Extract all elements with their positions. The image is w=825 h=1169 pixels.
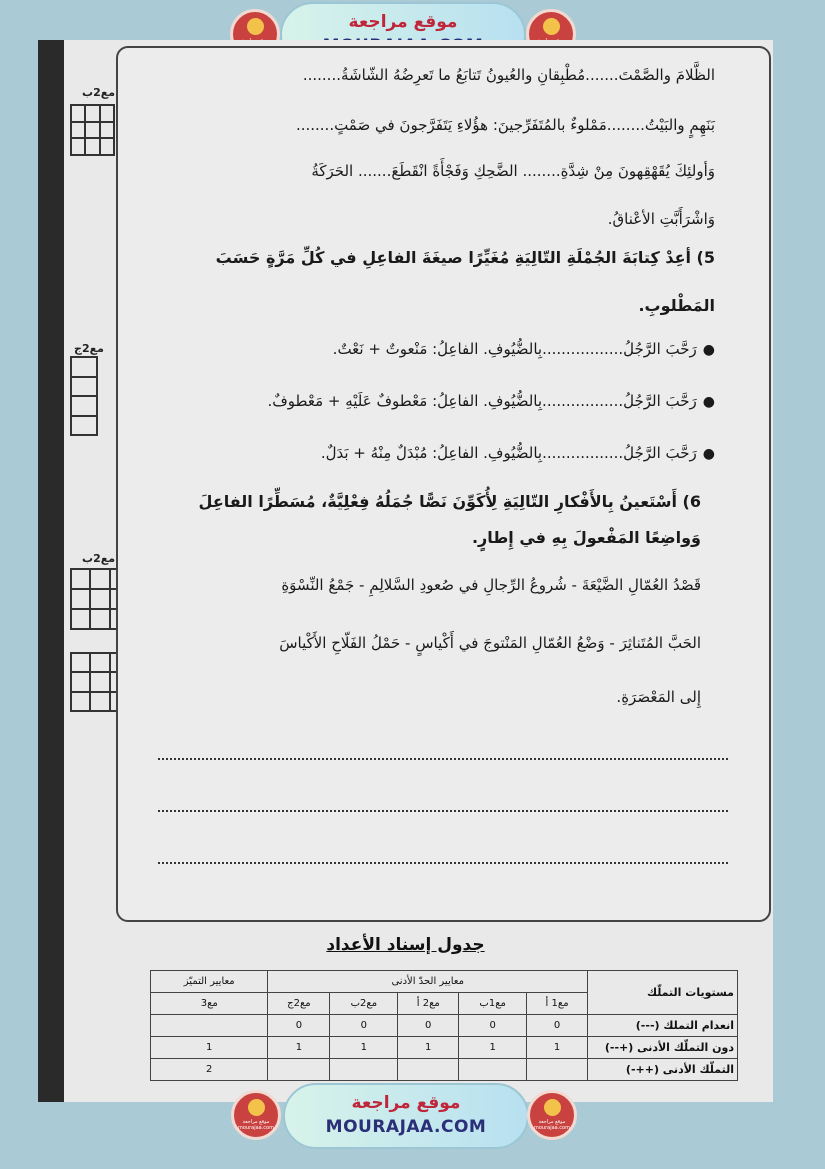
criterion-header: مع3	[151, 993, 268, 1015]
site-label-arabic: موقع مراجعة	[351, 1093, 461, 1113]
ideas-line: الحَبَّ المُتَناثِرَ - وَضْعُ العُمّالِ المَنْتوجَ في أَكْياسٍ - حَمْلُ الفَلّاحِ الأَكْياسَ	[279, 634, 701, 652]
table-row: دون التملّك الأدنى (+--) 1 1 1 1 1 1	[151, 1037, 738, 1059]
min-criteria-header: معايير الحدّ الأدنى	[268, 971, 588, 993]
bottom-banner	[0, 1081, 825, 1151]
ideas-line: إِلى المَعْصَرَةِ.	[616, 688, 701, 706]
grading-table	[150, 970, 738, 1081]
criterion-header: مع2 أ	[398, 993, 459, 1015]
site-link-pill[interactable]	[283, 1083, 529, 1149]
criterion-header: مع2ج	[268, 993, 330, 1015]
exercise-bullet[interactable]: ●رَحَّبَ الرَّجُلُ.................بِالضُّيُوفِ. الفاعِلُ: مُبْدَلٌ مِنْهُ + بَدَلٌ.	[320, 444, 715, 462]
ideas-line: قَصْدُ العُمّالِ الضَّيْعَةَ - شُروعُ الرِّجالِ في صُعودِ السَّلالِمِ - جَمْعُ النِّسْوَةِ	[281, 576, 701, 594]
criterion-label: مع2ج	[74, 342, 104, 355]
text-line: الظَّلامَ والصَّمْتَ.......مُطْبِقانِ والعُيونُ تَتابَعُ ما تَعرِضُهُ الشّاشَةُ........	[302, 66, 715, 84]
answer-line[interactable]	[158, 810, 728, 812]
table-row: انعدام التملك (---) 0 0 0 0 0	[151, 1015, 738, 1037]
text-line: وَأولئِكَ يُقَهْقِهونَ مِنْ شِدَّةِ........ الضَّحِكِ وَفَجْأَةً انْقَطَعَ....... الحَرَكَةُ	[311, 162, 715, 180]
text-line: وَاشْرَأَبَّتِ الأعْناقُ.	[607, 210, 715, 228]
text-line: بَنَهِمٍ والبَيْتُ........مَمْلوءٌ بالمُتَفَرِّجينَ: هؤُلاءِ يَتَفَرَّجونَ في صَمْتٍ........	[295, 116, 715, 134]
answer-line[interactable]	[158, 758, 728, 760]
question-6-line: 6) أَسْتَعينُ بِالأَفْكارِ التّالِيَةِ لِأُكَوِّنَ نَصًّا جُمَلُهُ فِعْلِيَّةٌ، مُسَطِّرًا الفاعِلَ	[198, 492, 701, 511]
question-6-line: وَواضِعًا المَفْعولَ بِهِ في إِطارٍ.	[471, 528, 701, 547]
site-label-arabic: موقع مراجعة	[348, 12, 458, 32]
excellence-header: معايير التميّز	[151, 971, 268, 993]
worksheet-page	[38, 40, 773, 1102]
logo-badge-icon: موقع مراجعة mourajaa.com	[527, 1090, 577, 1140]
logo-badge-icon: موقع مراجعة mourajaa.com	[231, 1090, 281, 1140]
criterion-label: مع2ب	[82, 552, 116, 565]
score-margin	[64, 40, 114, 940]
answer-line[interactable]	[158, 862, 728, 864]
question-5-line: المَطْلوبِ.	[638, 296, 715, 315]
criterion-header: مع1 أ	[527, 993, 588, 1015]
exercise-bullet[interactable]: ●رَحَّبَ الرَّجُلُ.................بِالضُّيُوفِ. الفاعِلُ: مَنْعوتٌ + نَعْتٌ.	[332, 340, 715, 358]
question-5-line: 5) أعِدْ كِتابَةَ الجُمْلَةِ التّالِيَةِ مُغَيِّرًا صيغَةَ الفاعِلِ في كُلِّ مَرَّةٍ حَسَبَ	[215, 248, 715, 267]
bullet-icon: ●	[702, 446, 715, 462]
grading-table-title: جدول إسناد الأعداد	[326, 935, 485, 955]
table-row: التملّك الأدنى (++-) 2	[151, 1059, 738, 1081]
exercise-bullet[interactable]: ●رَحَّبَ الرَّجُلُ.................بِالضُّيُوفِ. الفاعِلُ: مَعْطوفٌ عَلَيْهِ + مَعْطوفٌ.	[267, 392, 715, 410]
score-grid	[70, 104, 115, 156]
score-grid	[70, 356, 98, 436]
bullet-icon: ●	[702, 394, 715, 410]
bullet-icon: ●	[702, 342, 715, 358]
criterion-header: مع1ب	[459, 993, 527, 1015]
criterion-label: مع2ب	[82, 86, 116, 99]
levels-header: مستويات التملّك	[588, 971, 738, 1015]
criterion-header: مع2ب	[330, 993, 398, 1015]
site-label-english: MOURAJAA.COM	[325, 1117, 487, 1137]
